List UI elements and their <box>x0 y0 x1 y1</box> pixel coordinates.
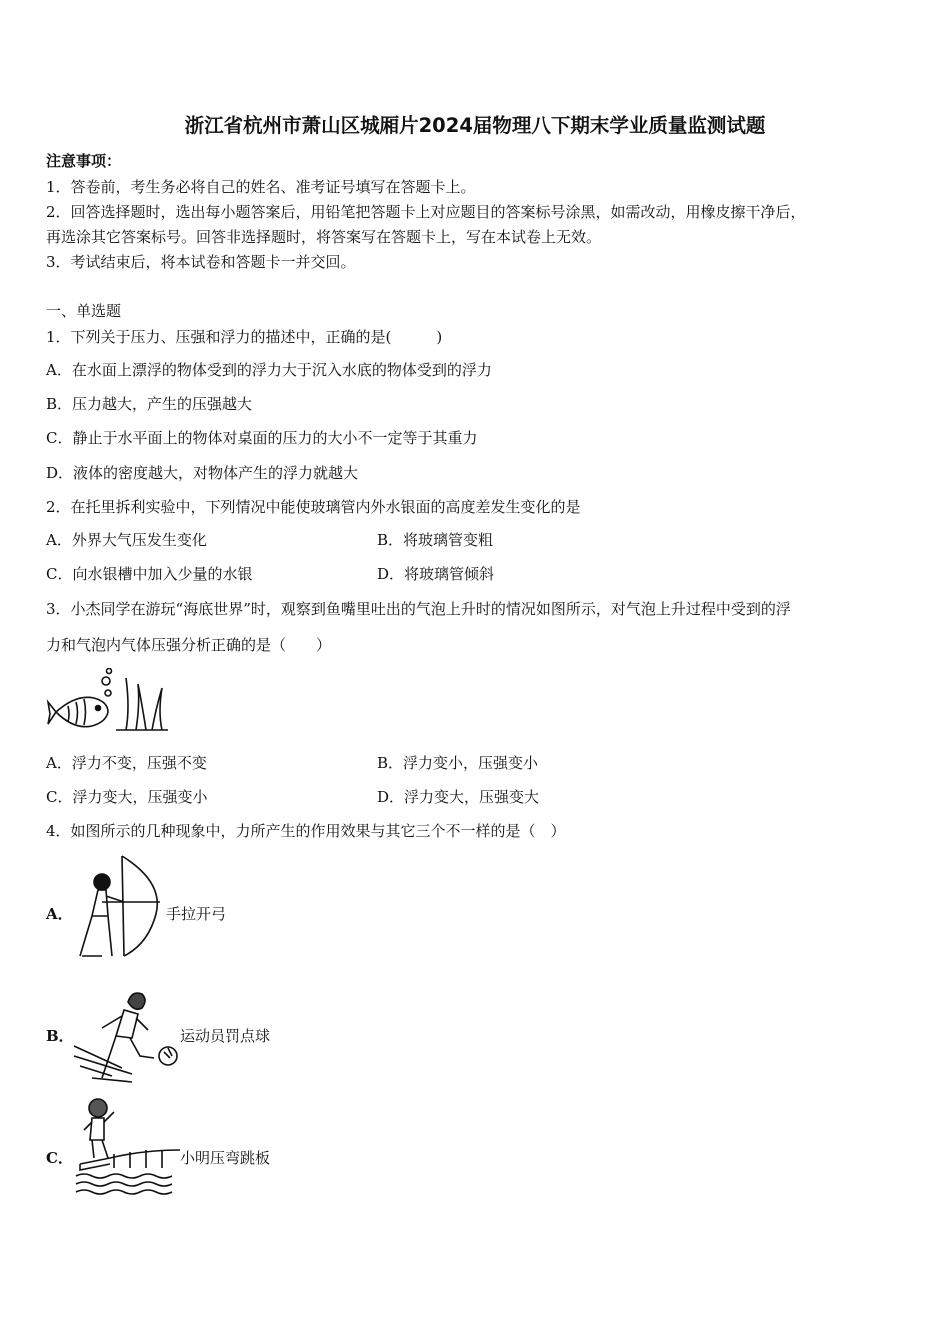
option-letter: C． <box>46 1149 73 1167</box>
question-stem: 2．在托里拆利实验中，下列情况中能使玻璃管内外水银面的高度差发生变化的是 <box>46 498 581 516</box>
answer-option: D．浮力变大，压强变大 <box>377 788 540 806</box>
question-stem: 4．如图所示的几种现象中，力所产生的作用效果与其它三个不一样的是（ ） <box>46 822 566 840</box>
question-stem: 1．下列关于压力、压强和浮力的描述中，正确的是( ) <box>46 328 443 346</box>
answer-option: B．浮力变小，压强变小 <box>377 754 539 772</box>
option-letter: B． <box>46 1027 74 1045</box>
answer-option: C．向水银槽中加入少量的水银 <box>46 565 253 583</box>
answer-option: D．将玻璃管倾斜 <box>377 565 495 583</box>
answer-option: A．外界大气压发生变化 <box>46 531 207 549</box>
question-stem: 力和气泡内气体压强分析正确的是（ ） <box>46 636 332 654</box>
archer-icon <box>72 852 162 960</box>
fish-bubbles-icon <box>46 668 170 732</box>
option-caption: 手拉开弓 <box>166 905 227 923</box>
notice-heading: 注意事项： <box>46 152 122 170</box>
notice-item: 1．答卷前，考生务必将自己的姓名、准考证号填写在答题卡上。 <box>46 178 476 196</box>
answer-option: D．液体的密度越大，对物体产生的浮力就越大 <box>46 464 359 482</box>
section-heading: 一、单选题 <box>46 302 122 320</box>
answer-option: C．静止于水平面上的物体对桌面的压力的大小不一定等于其重力 <box>46 429 478 447</box>
question-stem: 3．小杰同学在游玩“海底世界”时，观察到鱼嘴里吐出的气泡上升时的情况如图所示，对气泡上升过程中受到的浮 <box>46 600 791 618</box>
answer-option: B．将玻璃管变粗 <box>377 531 494 549</box>
answer-option: C．浮力变大，压强变小 <box>46 788 208 806</box>
answer-option: B．压力越大，产生的压强越大 <box>46 395 253 413</box>
option-caption: 运动员罚点球 <box>180 1027 271 1045</box>
answer-option: A．在水面上漂浮的物体受到的浮力大于沉入水底的物体受到的浮力 <box>46 361 492 379</box>
page-title: 浙江省杭州市萧山区城厢片2024届物理八下期末学业质量监测试题 <box>184 114 766 137</box>
option-letter: A． <box>46 905 73 923</box>
notice-item: 再选涂其它答案标号。回答非选择题时，将答案写在答题卡上，写在本试卷上无效。 <box>46 228 602 246</box>
diver-icon <box>74 1096 182 1196</box>
answer-option: A．浮力不变，压强不变 <box>46 754 207 772</box>
option-caption: 小明压弯跳板 <box>180 1149 271 1167</box>
notice-item: 2．回答选择题时，选出每小题答案后，用铅笔把答题卡上对应题目的答案标号涂黑，如需改动，用橡皮擦干净后， <box>46 203 806 221</box>
soccer-player-icon <box>72 986 184 1084</box>
notice-item: 3．考试结束后，将本试卷和答题卡一并交回。 <box>46 253 356 271</box>
